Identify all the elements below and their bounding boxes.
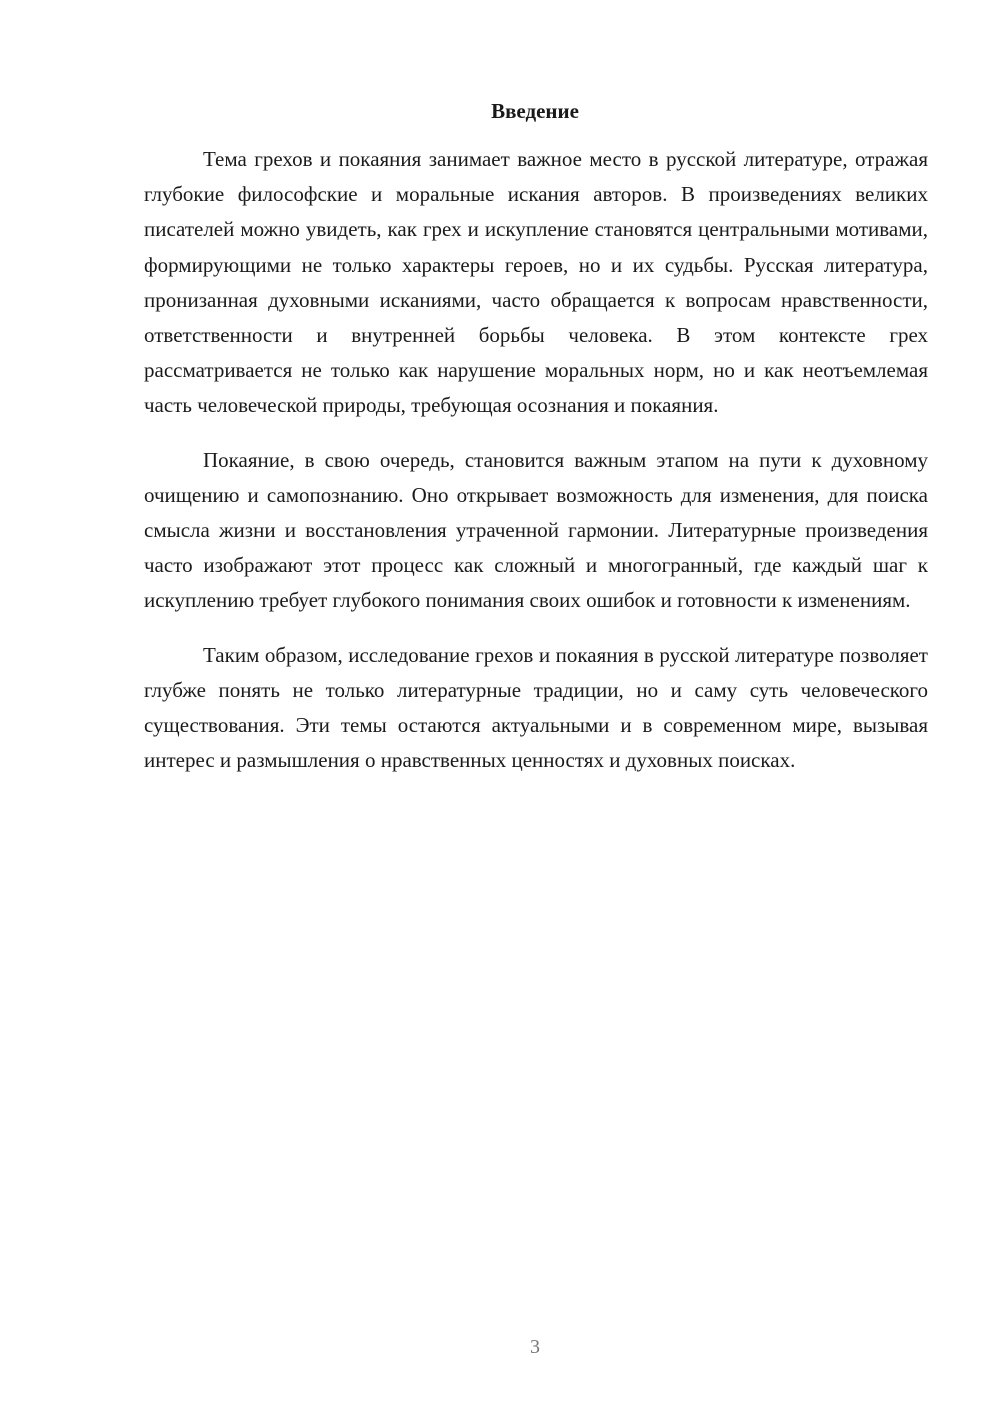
paragraph-3: Таким образом, исследование грехов и покаяния в русской литературе позволяет глубже понять не только литературные традиции, но и саму суть человеческого существования. Эти темы остаются актуальными и в современном мире, вызывая интерес и размышления о нравственных ценностях и духовных поисках. [144, 642, 928, 773]
paragraph-2: Покаяние, в свою очередь, становится важным этапом на пути к духовному очищению и самопознанию. Оно открывает возможность для изменения, для поиска смысла жизни и восстановления утраченной гармонии. Литературные произведения часто изображают этот процесс как сложный и многогранный, где каждый шаг к искуплению требует глубокого понимания своих ошибок и готовности к изменениям. [144, 447, 928, 613]
body-text [144, 142, 928, 778]
page-number: 3 [530, 1336, 540, 1358]
section-heading: Введение [491, 99, 579, 123]
paragraph-1: Тема грехов и покаяния занимает важное место в русской литературе, отражая глубокие философские и моральные искания авторов. В произведениях великих писателей можно увидеть, как грех и искупление становятся центральными мотивами, формирующими не только характеры героев, но и их судьбы. Русская литература, пронизанная духовными исканиями, часто обращается к вопросам нравственности, ответственности и внутренней борьбы человека. В этом контексте грех рассматривается не только как нарушение моральных норм, но и как неотъемлемая часть человеческой природы, требующая осознания и покаяния. [144, 147, 928, 418]
